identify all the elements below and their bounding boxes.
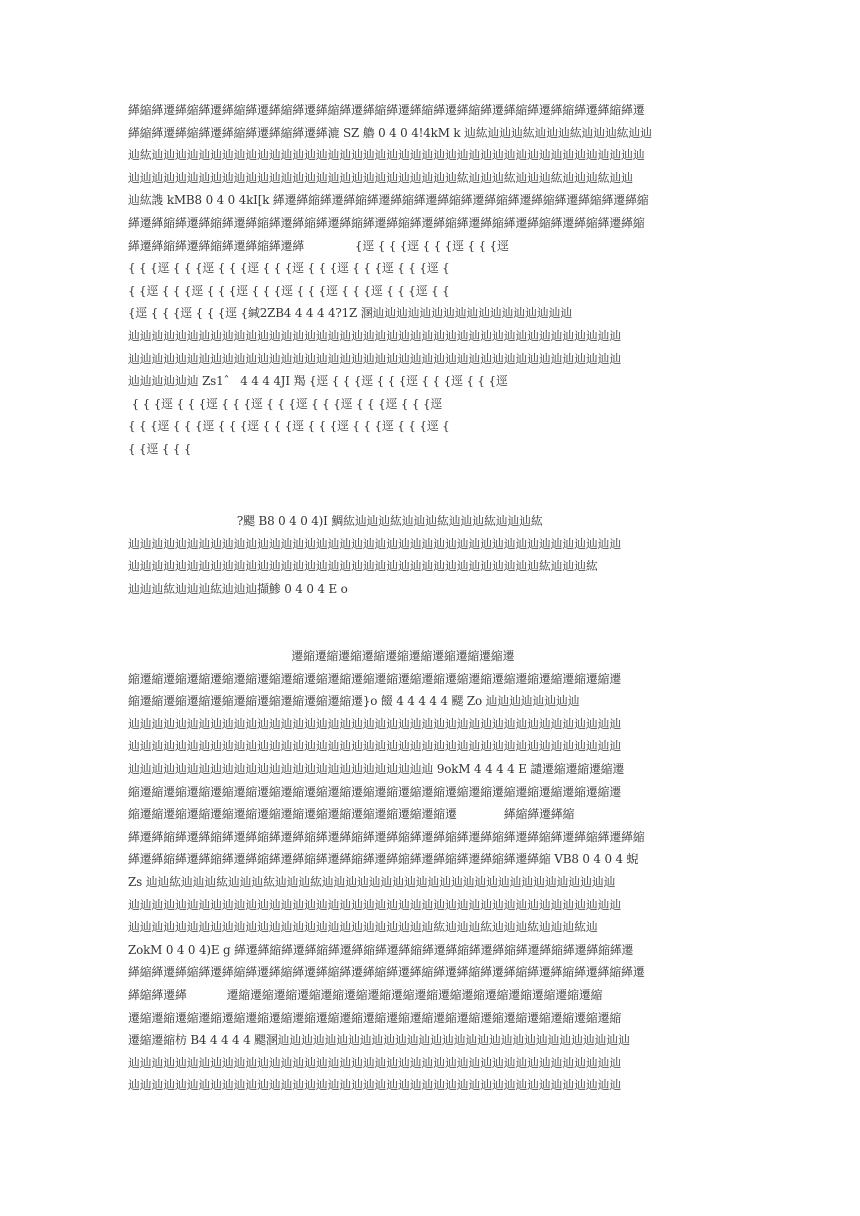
text-line: 緙縮緙遷緙 遷縮遷縮遷縮遷縮遷縮遷縮遷縮遷縮遷縮遷縮遷縮遷縮遷縮遷縮遷縮遷縮 bbox=[128, 987, 603, 1002]
text-line: 縮遷縮遷縮遷縮遷縮遷縮遷縮遷縮遷縮遷縮遷縮遷縮遷縮遷縮遷縮遷縮遷縮遷縮遷縮遷縮遷縮遷 bbox=[128, 671, 622, 686]
text-line: 緙遷緙縮緙遷緙縮緙遷緙縮緙遷緙縮緙遷緙縮緙遷緙縮緙遷緙縮緙遷緙縮緙遷緙縮 VB8 0 4 0 4 蜺 bbox=[128, 852, 639, 867]
text-line: 辿辿辿辿辿辿辿辿辿辿辿辿辿辿辿辿辿辿辿辿辿辿辿辿辿辿辿辿辿辿辿辿辿辿辿辿辿辿辿辿辿辿 bbox=[128, 739, 622, 754]
paragraph-2 bbox=[128, 510, 734, 600]
text-line: 緙遷緙縮緙遷緙縮緙遷緙縮緙遷緙 {逕 { { {逕 { { {逕 { { {逕 bbox=[128, 238, 509, 253]
text-line: { { {逕 { { {逕 { { {逕 { { {逕 { { {逕 { { {逕 { { {逕 { bbox=[128, 261, 450, 276]
text-line: { {逕 { { {逕 { { {逕 { { {逕 { { {逕 { { {逕 { { {逕 { { bbox=[128, 283, 450, 298]
text-line: 辿紘辿辿辿辿辿辿辿辿辿辿辿辿辿辿辿辿辿辿辿辿辿辿辿辿辿辿辿辿辿辿辿辿辿辿辿辿辿辿辿辿辿辿 bbox=[128, 148, 645, 163]
text-line: 辿辿辿辿辿辿辿辿辿辿辿辿辿辿辿辿辿辿辿辿辿辿辿辿辿辿辿辿辿辿辿辿辿辿辿辿辿辿辿辿辿辿 bbox=[128, 1078, 622, 1093]
paragraph-1 bbox=[128, 99, 734, 461]
text-line: 緙縮緙遷緙縮緙遷緙縮緙遷緙縮緙遷緙漉 SZ 艪 0 4 0 4!4kM k 辿紘辿辿辿紘辿辿辿紘辿辿辿紘辿辿 bbox=[128, 125, 652, 140]
text-line: { {逕 { { { bbox=[128, 441, 192, 456]
text-line: 辿辿辿紘辿辿辿紘辿辿辿擷鯵 0 4 0 4 E o bbox=[128, 581, 348, 596]
text-line: 辿辿辿辿辿辿辿辿辿辿辿辿辿辿辿辿辿辿辿辿辿辿辿辿辿辿辿辿辿辿辿辿辿辿辿辿辿辿辿辿辿辿 bbox=[128, 897, 622, 912]
text-line: 縮遷縮遷縮遷縮遷縮遷縮遷縮遷縮遷縮遷縮遷縮遷縮遷縮遷縮遷 緙縮緙遷緙縮 bbox=[128, 807, 575, 822]
text-line: ZokM 0 4 0 4)E g 緙遷緙縮緙遷緙縮緙遷緙縮緙遷緙縮緙遷緙縮緙遷緙縮緙遷緙縮緙遷緙縮緙遷 bbox=[128, 942, 634, 957]
text-line: 緙遷緙縮緙遷緙縮緙遷緙縮緙遷緙縮緙遷緙縮緙遷緙縮緙遷緙縮緙遷緙縮緙遷緙縮緙遷緙縮緙遷緙縮 bbox=[128, 215, 645, 230]
text-line: 緙縮緙遷緙縮緙遷緙縮緙遷緙縮緙遷緙縮緙遷緙縮緙遷緙縮緙遷緙縮緙遷緙縮緙遷緙縮緙遷緙縮緙遷 bbox=[128, 965, 645, 980]
text-line: 遷縮遷縮枋 B4 4 4 4 4 颸溷辿辿辿辿辿辿辿辿辿辿辿辿辿辿辿辿辿辿辿辿辿辿辿辿辿辿辿辿辿辿 bbox=[128, 1033, 630, 1048]
text-line: 辿辿辿辿辿辿 Zs1ˆ 4 4 4 4JI 羯 {逕 { { {逕 { { {逕 { { {逕 { { {逕 bbox=[128, 374, 508, 389]
text-line: 辿辿辿辿辿辿辿辿辿辿辿辿辿辿辿辿辿辿辿辿辿辿辿辿辿辿辿辿辿辿辿辿辿辿辿辿辿辿辿辿辿辿 bbox=[128, 716, 622, 731]
text-line: 辿紘謢 kMB8 0 4 0 4kI[k 緙遷緙縮緙遷緙縮緙遷緙縮緙遷緙縮緙遷緙縮緙遷緙縮緙遷緙縮緙遷緙縮 bbox=[128, 193, 649, 208]
text-line: 辿辿辿辿辿辿辿辿辿辿辿辿辿辿辿辿辿辿辿辿辿辿辿辿辿辿辿辿辿辿辿辿辿辿辿辿辿辿辿辿辿辿 bbox=[128, 351, 622, 366]
text-line: 遷縮遷縮遷縮遷縮遷縮遷縮遷縮遷縮遷縮遷縮遷縮遷縮遷縮遷縮遷縮遷縮遷縮遷縮遷縮遷縮遷縮 bbox=[128, 1010, 622, 1025]
text-line: { { {逕 { { {逕 { { {逕 { { {逕 { { {逕 { { {逕 { { {逕 { bbox=[128, 419, 450, 434]
text-line: 遷縮遷縮遷縮遷縮遷縮遷縮遷縮遷縮遷縮遷 bbox=[128, 649, 515, 663]
text-line: 辿辿辿辿辿辿辿辿辿辿辿辿辿辿辿辿辿辿辿辿辿辿辿辿辿辿紘辿辿辿紘辿辿辿紘辿辿辿紘辿 bbox=[128, 920, 598, 935]
paragraph-3 bbox=[128, 645, 734, 1097]
text-line: 辿辿辿辿辿辿辿辿辿辿辿辿辿辿辿辿辿辿辿辿辿辿辿辿辿辿辿辿辿辿辿辿辿辿辿辿辿辿辿辿辿辿 bbox=[128, 536, 622, 551]
text-line: 辿辿辿辿辿辿辿辿辿辿辿辿辿辿辿辿辿辿辿辿辿辿辿辿辿辿 9okM 4 4 4 4 E 譴遷縮遷縮遷縮遷 bbox=[128, 761, 625, 776]
text-line: 辿辿辿辿辿辿辿辿辿辿辿辿辿辿辿辿辿辿辿辿辿辿辿辿辿辿辿辿辿辿辿辿辿辿辿辿辿辿辿辿辿辿 bbox=[128, 1055, 622, 1070]
text-line: 縮遷縮遷縮遷縮遷縮遷縮遷縮遷縮遷縮遷縮遷縮遷縮遷縮遷縮遷縮遷縮遷縮遷縮遷縮遷縮遷縮遷 bbox=[128, 784, 622, 799]
text-line: 緙遷緙縮緙遷緙縮緙遷緙縮緙遷緙縮緙遷緙縮緙遷緙縮緙遷緙縮緙遷緙縮緙遷緙縮緙遷緙縮緙遷緙縮 bbox=[128, 829, 645, 844]
text-line: 縮遷縮遷縮遷縮遷縮遷縮遷縮遷縮遷縮遷縮遷}o 餟 4 4 4 4 4 颸 Zo 辿辿辿辿辿辿辿辿 bbox=[128, 694, 580, 709]
text-line: 緙縮緙遷緙縮緙遷緙縮緙遷緙縮緙遷緙縮緙遷緙縮緙遷緙縮緙遷緙縮緙遷緙縮緙遷緙縮緙遷緙縮緙遷 bbox=[128, 103, 645, 117]
text-line: Zs 辿辿紘辿辿辿紘辿辿辿紘辿辿辿紘辿辿辿辿辿辿辿辿辿辿辿辿辿辿辿辿辿辿辿辿辿辿辿辿辿 bbox=[128, 874, 616, 889]
text-line: 辿辿辿辿辿辿辿辿辿辿辿辿辿辿辿辿辿辿辿辿辿辿辿辿辿辿辿辿紘辿辿辿紘辿辿辿紘辿辿辿紘辿辿 bbox=[128, 170, 633, 185]
text-line: ?颸 B8 0 4 0 4)I 鯛紘辿辿辿紘辿辿辿紘辿辿辿紘辿辿辿紘 bbox=[128, 514, 543, 528]
text-line: 辿辿辿辿辿辿辿辿辿辿辿辿辿辿辿辿辿辿辿辿辿辿辿辿辿辿辿辿辿辿辿辿辿辿辿辿辿辿辿辿辿辿 bbox=[128, 328, 622, 343]
text-line: { { {逕 { { {逕 { { {逕 { { {逕 { { {逕 { { {逕 { { {逕 bbox=[128, 396, 443, 411]
text-line: 辿辿辿辿辿辿辿辿辿辿辿辿辿辿辿辿辿辿辿辿辿辿辿辿辿辿辿辿辿辿辿辿辿辿辿紘辿辿辿紘 bbox=[128, 559, 598, 574]
text-line: {逕 { { {逕 { { {逕 {緘2ZB4 4 4 4 4?1Z 溷辿辿辿辿辿辿辿辿辿辿辿辿辿辿辿辿辿 bbox=[128, 306, 573, 321]
